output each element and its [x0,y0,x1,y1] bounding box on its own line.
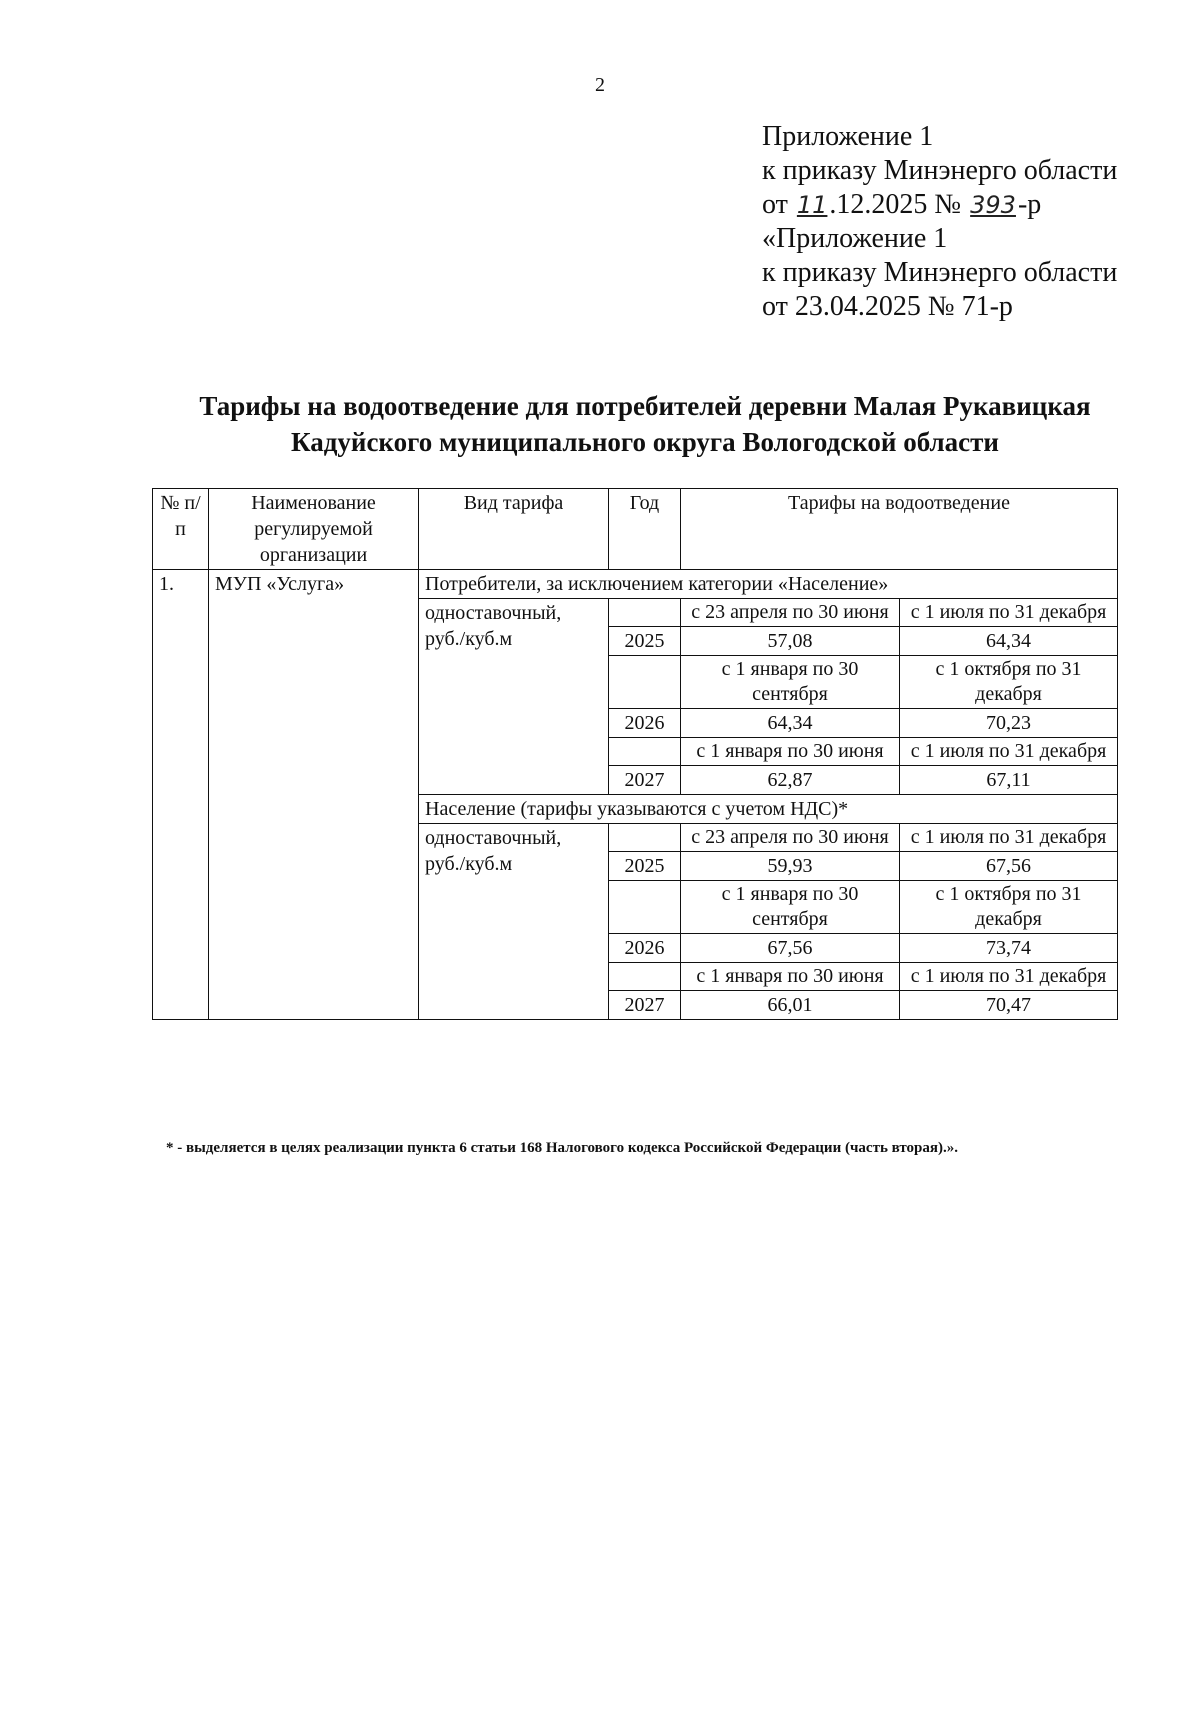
annex-line-2: к приказу Минэнерго области [762,155,1118,186]
value-cell: 62,87 [681,766,900,795]
table-header-row [153,489,1118,570]
year-cell: 2025 [609,852,681,881]
annex-order-suffix: -р [1017,189,1042,220]
value-cell: 64,34 [900,627,1118,656]
period-1-3-b: с 1 июля по 31 декабря [900,738,1118,766]
period-1-1-b: с 1 июля по 31 декабря [900,599,1118,627]
header-org: Наименование регулируемой организации [209,489,419,570]
value-cell: 70,23 [900,709,1118,738]
value-cell: 57,08 [681,627,900,656]
value-cell: 67,56 [681,934,900,963]
value-cell: 73,74 [900,934,1118,963]
value-cell: 64,34 [681,709,900,738]
value-cell: 67,56 [900,852,1118,881]
period-2-2-b: с 1 октября по 31 декабря [900,881,1118,934]
annex-date-mid: .12.2025 № [829,189,969,220]
year-empty [609,656,681,709]
year-cell: 2026 [609,709,681,738]
annex-line-5: к приказу Минэнерго области [762,257,1118,288]
value-cell: 67,11 [900,766,1118,795]
period-2-1-a: с 23 апреля по 30 июня [681,824,900,852]
year-empty [609,738,681,766]
title-line-1: Тарифы на водоотведение для потребителей деревни Малая Рукавицкая [199,391,1091,421]
annex-date-prefix: от [762,189,795,220]
year-empty [609,881,681,934]
handwritten-day: 11 [796,191,828,219]
year-cell: 2025 [609,627,681,656]
title-line-2: Кадуйского муниципального округа Вологодской области [291,427,999,457]
period-2-1-b: с 1 июля по 31 декабря [900,824,1118,852]
period-1-1-a: с 23 апреля по 30 июня [681,599,900,627]
header-tariffs: Тарифы на водоотведение [681,489,1118,570]
value-cell: 59,93 [681,852,900,881]
annex-line-3 [762,188,1117,222]
footnote: * - выделяется в целях реализации пункта 6 статьи 168 Налогового кодекса Российской Федерации (часть вторая).». [166,1140,958,1156]
value-cell: 66,01 [681,991,900,1020]
group-label-2: Население (тарифы указываются с учетом НДС)* [419,795,1118,824]
table-row [153,570,1118,599]
document-title [150,388,1140,460]
period-1-2-b: с 1 октября по 31 декабря [900,656,1118,709]
year-empty [609,963,681,991]
tariff-type-1: одноставочный, руб./куб.м [419,599,609,795]
annex-block [762,120,1117,324]
tariff-type-2: одноставочный, руб./куб.м [419,824,609,1020]
row-number: 1. [153,570,209,1020]
header-year: Год [609,489,681,570]
value-cell: 70,47 [900,991,1118,1020]
handwritten-order-number: 393 [970,191,1016,219]
year-empty [609,599,681,627]
annex-line-4: «Приложение 1 [762,223,948,254]
tariff-table [152,488,1118,1020]
period-2-3-b: с 1 июля по 31 декабря [900,963,1118,991]
annex-line-6: от 23.04.2025 № 71-р [762,291,1013,322]
year-cell: 2027 [609,991,681,1020]
page-number: 2 [595,74,605,96]
year-empty [609,824,681,852]
header-num: № п/п [153,489,209,570]
year-cell: 2026 [609,934,681,963]
annex-line-1: Приложение 1 [762,121,934,152]
period-1-3-a: с 1 января по 30 июня [681,738,900,766]
group-label-1: Потребители, за исключением категории «Население» [419,570,1118,599]
year-cell: 2027 [609,766,681,795]
header-tariff-type: Вид тарифа [419,489,609,570]
period-2-3-a: с 1 января по 30 июня [681,963,900,991]
period-1-2-a: с 1 января по 30 сентября [681,656,900,709]
period-2-2-a: с 1 января по 30 сентября [681,881,900,934]
org-name: МУП «Услуга» [209,570,419,1020]
